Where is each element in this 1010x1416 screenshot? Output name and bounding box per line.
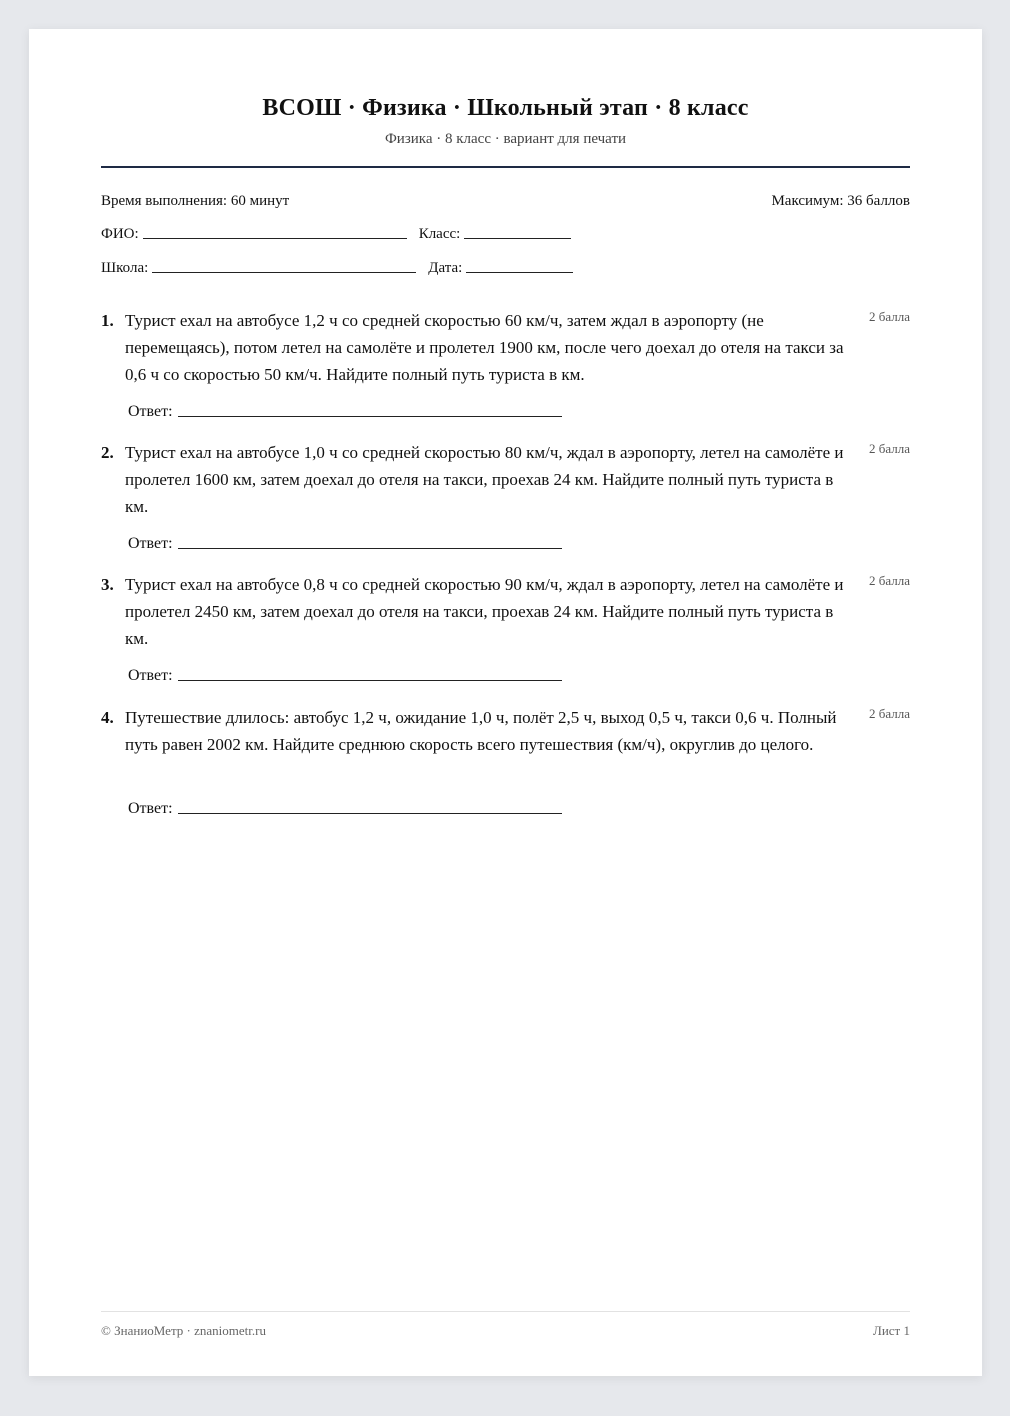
name-class-row	[101, 226, 571, 243]
answer-label: Ответ:	[128, 535, 173, 552]
question-points: 2 балла	[869, 441, 910, 456]
page-footer	[101, 1323, 910, 1339]
meta-row	[101, 193, 910, 210]
class-label: Класс:	[418, 226, 461, 242]
question-number: 2.	[101, 443, 114, 462]
date-field[interactable]	[466, 271, 573, 273]
page-content	[101, 29, 910, 1376]
answer-field[interactable]	[178, 415, 562, 417]
answer-field[interactable]	[178, 547, 562, 549]
page-subtitle: Физика · 8 класс · вариант для печати	[384, 131, 627, 147]
answer-field[interactable]	[178, 812, 562, 814]
class-field[interactable]	[464, 237, 571, 239]
school-field[interactable]	[152, 271, 416, 273]
date-label: Дата:	[428, 260, 463, 276]
answer-field[interactable]	[178, 679, 562, 681]
worksheet-page	[29, 29, 982, 1376]
question-number: 1.	[101, 311, 114, 330]
answer-label: Ответ:	[128, 800, 173, 817]
answer-label: Ответ:	[128, 403, 173, 420]
answer-row	[128, 403, 562, 421]
fio-label: ФИО:	[101, 226, 139, 242]
sheet-number: Лист 1	[873, 1323, 910, 1338]
footer-divider	[101, 1311, 910, 1312]
question-text: Турист ехал на автобусе 1,2 ч со средней скоростью 60 км/ч, затем ждал в аэропорту (не перемещаясь), потом летел на самолёте и пролетел 1900 км, после чего доехал до отеля на такси за 0,6 ч со скоростью 50 км/ч. Найдите полный путь туриста в км.	[125, 311, 844, 384]
copyright: © ЗнаниоМетр · znaniometr.ru	[101, 1323, 266, 1338]
question-text: Путешествие длилось: автобус 1,2 ч, ожидание 1,0 ч, полёт 2,5 ч, выход 0,5 ч, такси 0,6 ч. Полный путь равен 2002 км. Найдите среднюю скорость всего путешествия (км/ч), округлив до целого.	[125, 708, 837, 754]
question-number: 3.	[101, 575, 114, 594]
max-score: Максимум: 36 баллов	[771, 193, 910, 209]
school-label: Школа:	[101, 260, 149, 276]
header-divider	[101, 166, 910, 168]
fio-field[interactable]	[143, 237, 407, 239]
question-points: 2 балла	[869, 573, 910, 588]
time-limit: Время выполнения: 60 минут	[101, 193, 290, 209]
answer-row	[128, 667, 562, 685]
question-number: 4.	[101, 708, 114, 727]
answer-label: Ответ:	[128, 667, 173, 684]
question-text: Турист ехал на автобусе 1,0 ч со средней скоростью 80 км/ч, ждал в аэропорту, летел на самолёте и пролетел 1600 км, затем доехал до отеля на такси, проехав 24 км. Найдите полный путь туриста в км.	[125, 443, 844, 516]
page-title: ВСОШ · Физика · Школьный этап · 8 класс	[262, 95, 749, 121]
question-points: 2 балла	[869, 309, 910, 324]
answer-row	[128, 535, 562, 553]
question-points: 2 балла	[869, 706, 910, 721]
answer-row	[128, 800, 562, 818]
question-text: Турист ехал на автобусе 0,8 ч со средней скоростью 90 км/ч, ждал в аэропорту, летел на самолёте и пролетел 2450 км, затем доехал до отеля на такси, проехав 24 км. Найдите полный путь туриста в км.	[125, 575, 844, 648]
school-date-row	[101, 260, 573, 277]
